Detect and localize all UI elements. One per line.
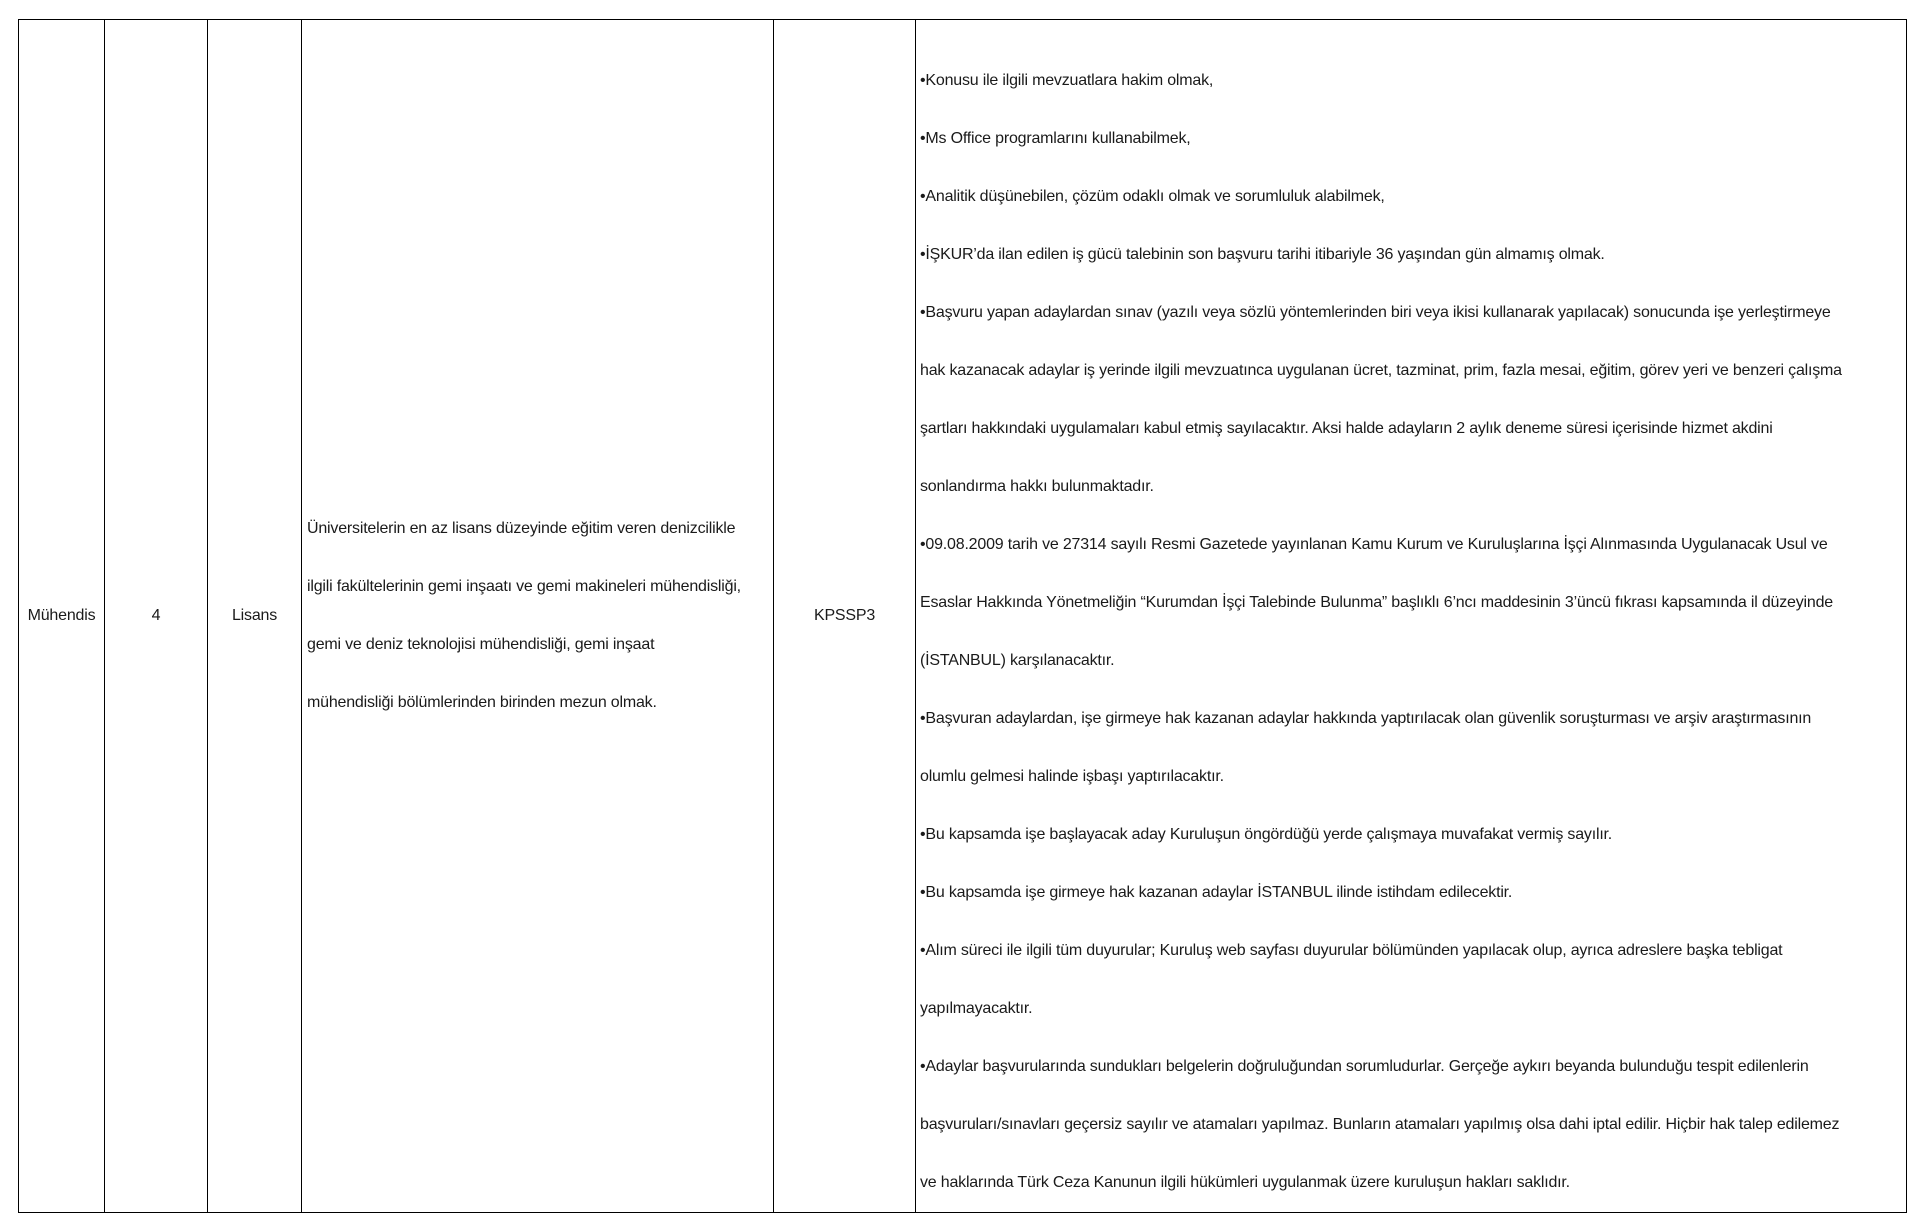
exam-cell: KPSSP3 [774, 20, 916, 1213]
conditions-cell [916, 20, 1907, 1213]
count-cell: 4 [105, 20, 208, 1213]
condition-line: Esaslar Hakkında Yönetmeliğin “Kurumdan İşçi Talebinde Bulunma” başlıklı 6’ncı maddesinin 3’üncü fıkrası kapsamında il düzeyinde [920, 594, 1833, 611]
condition-line: •Konusu ile ilgili mevzuatlara hakim olmak, [920, 72, 1214, 89]
condition-line: •Başvuran adaylardan, işe girmeye hak kazanan adaylar hakkında yaptırılacak olan güvenlik soruşturması ve arşiv araştırmasının [920, 710, 1812, 727]
condition-line: olumlu gelmesi halinde işbaşı yaptırılacaktır. [920, 768, 1224, 785]
education-cell: Lisans [208, 20, 302, 1213]
condition-line: ve haklarında Türk Ceza Kanunun ilgili hükümleri uygulanmak üzere kuruluşun hakları saklıdır. [920, 1174, 1570, 1191]
requirement-line: ilgili fakültelerinin gemi inşaatı ve gemi makineleri mühendisliği, [307, 578, 741, 595]
condition-line: •Ms Office programlarını kullanabilmek, [920, 130, 1191, 147]
condition-line: •İŞKUR’da ilan edilen iş gücü talebinin son başvuru tarihi itibariyle 36 yaşından gün almamış olmak. [920, 246, 1605, 263]
requirement-cell [302, 20, 774, 1213]
requirement-line: Üniversitelerin en az lisans düzeyinde eğitim veren denizcilikle [307, 520, 736, 537]
condition-line: sonlandırma hakkı bulunmaktadır. [920, 478, 1154, 495]
condition-line: •Bu kapsamda işe girmeye hak kazanan adaylar İSTANBUL ilinde istihdam edilecektir. [920, 884, 1513, 901]
condition-line: şartları hakkındaki uygulamaları kabul etmiş sayılacaktır. Aksi halde adayların 2 aylık deneme süresi içerisinde hizmet akdini [920, 420, 1773, 437]
table-row [19, 20, 1907, 1213]
position-cell: Mühendis [19, 20, 105, 1213]
condition-line: •Başvuru yapan adaylardan sınav (yazılı veya sözlü yöntemlerinden biri veya ikisi kullanarak yapılacak) sonucunda işe yerleştirmeye [920, 304, 1831, 321]
requirement-line: gemi ve deniz teknolojisi mühendisliği, gemi inşaat [307, 636, 655, 653]
condition-line: başvuruları/sınavları geçersiz sayılır ve atamaları yapılmaz. Bunların atamaları yapılmış olsa dahi iptal edilir. Hiçbir hak talep edilemez [920, 1116, 1840, 1133]
condition-line: •Adaylar başvurularında sundukları belgelerin doğruluğundan sorumludurlar. Gerçeğe aykırı beyanda bulunduğu tespit edilenlerin [920, 1058, 1809, 1075]
condition-line: •Alım süreci ile ilgili tüm duyurular; Kuruluş web sayfası duyurular bölümünden yapılacak olup, ayrıca adreslere başka tebligat [920, 942, 1783, 959]
condition-line: •09.08.2009 tarih ve 27314 sayılı Resmi Gazetede yayınlanan Kamu Kurum ve Kuruluşlarına İşçi Alınmasında Uygulanacak Usul ve [920, 536, 1828, 553]
condition-line: •Bu kapsamda işe başlayacak aday Kuruluşun öngördüğü yerde çalışmaya muvafakat vermiş sayılır. [920, 826, 1613, 843]
condition-line: •Analitik düşünebilen, çözüm odaklı olmak ve sorumluluk alabilmek, [920, 188, 1385, 205]
requirement-line: mühendisliği bölümlerinden birinden mezun olmak. [307, 694, 657, 711]
condition-line: hak kazanacak adaylar iş yerinde ilgili mevzuatınca uygulanan ücret, tazminat, prim, fazla mesai, eğitim, görev yeri ve benzeri çalışma [920, 362, 1842, 379]
condition-line: yapılmayacaktır. [920, 1000, 1033, 1017]
condition-line: (İSTANBUL) karşılanacaktır. [920, 652, 1115, 669]
job-listing-table [18, 19, 1907, 1213]
